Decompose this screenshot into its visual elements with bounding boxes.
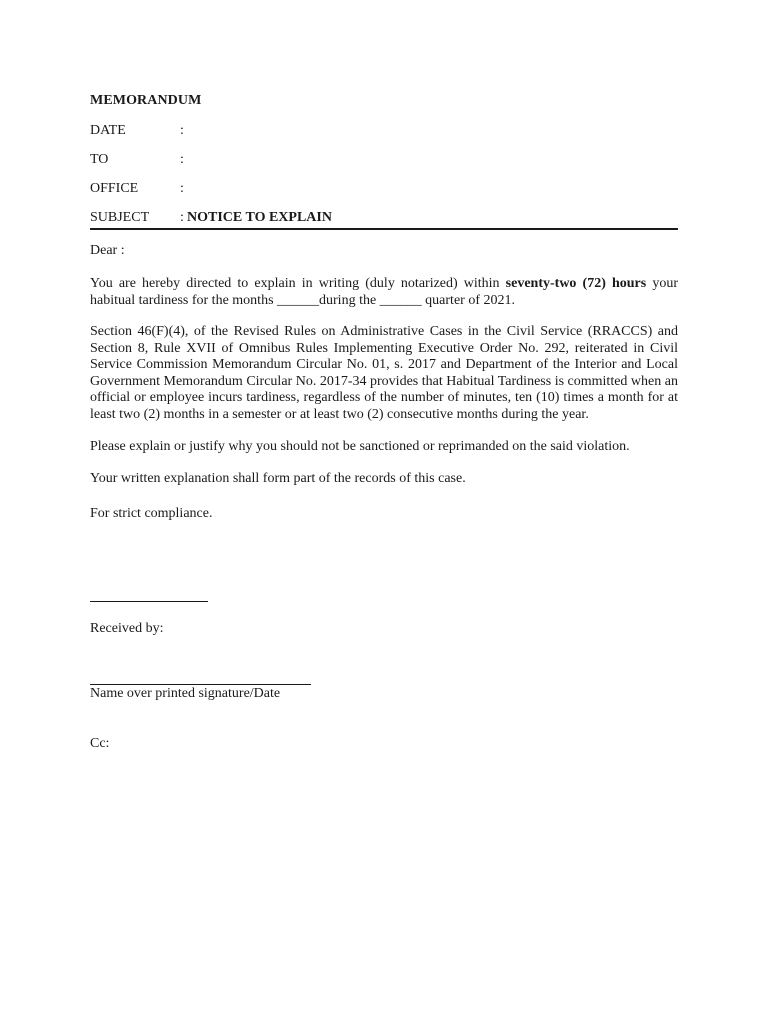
compliance-paragraph: For strict compliance. — [90, 506, 213, 521]
cc-label: Cc: — [90, 736, 110, 751]
salutation: Dear : — [90, 243, 125, 258]
office-field — [90, 181, 678, 201]
office-label: OFFICE — [90, 181, 139, 196]
date-label: DATE — [90, 123, 126, 138]
date-colon: : — [180, 123, 184, 138]
memorandum-page — [90, 0, 678, 1024]
memo-title: MEMORANDUM — [90, 93, 202, 108]
to-field — [90, 152, 678, 172]
to-label: TO — [90, 152, 109, 167]
records-paragraph: Your written explanation shall form part of the records of this case. — [90, 471, 466, 486]
directive-text-start: You are hereby directed to explain in writing (duly notarized) within — [90, 276, 506, 291]
office-colon: : — [180, 181, 184, 196]
subject-label: SUBJECT — [90, 210, 150, 225]
directive-text-end: your habitual tardiness for the months ______during the ______ quarter of 2021. — [90, 276, 678, 308]
received-by-label: Received by: — [90, 621, 164, 636]
to-colon: : — [180, 152, 184, 167]
legal-basis-paragraph: Section 46(F)(4), of the Revised Rules on Administrative Cases in the Civil Service (RRACCS) and Section 8, Rule XVII of Omnibus Rules Implementing Executive Order No. 292, reiterated in Civil Service Commission Memorandum Circular No. 01, s. 2017 and Department of the Interior and Local Government Memorandum Circular No. 2017-34 provides that Habitual Tardiness is committed when an official or employee incurs tardiness, regardless of the number of minutes, ten (10) times a month for at least two (2) months in a semester or at least two (2) consecutive months during the year. — [90, 324, 678, 422]
date-field — [90, 123, 678, 143]
subject-colon: : — [180, 210, 184, 225]
signature-caption: Name over printed signature/Date — [90, 686, 281, 701]
recipient-signature-line — [90, 684, 311, 685]
subject-field — [90, 210, 678, 230]
issuer-signature-line — [90, 601, 208, 602]
directive-paragraph — [90, 276, 678, 309]
subject-value: NOTICE TO EXPLAIN — [187, 210, 332, 225]
justification-paragraph: Please explain or justify why you should not be sanctioned or reprimanded on the said violation. — [90, 439, 630, 454]
deadline-emphasis: seventy-two (72) hours — [505, 276, 647, 291]
header-divider — [90, 228, 678, 230]
